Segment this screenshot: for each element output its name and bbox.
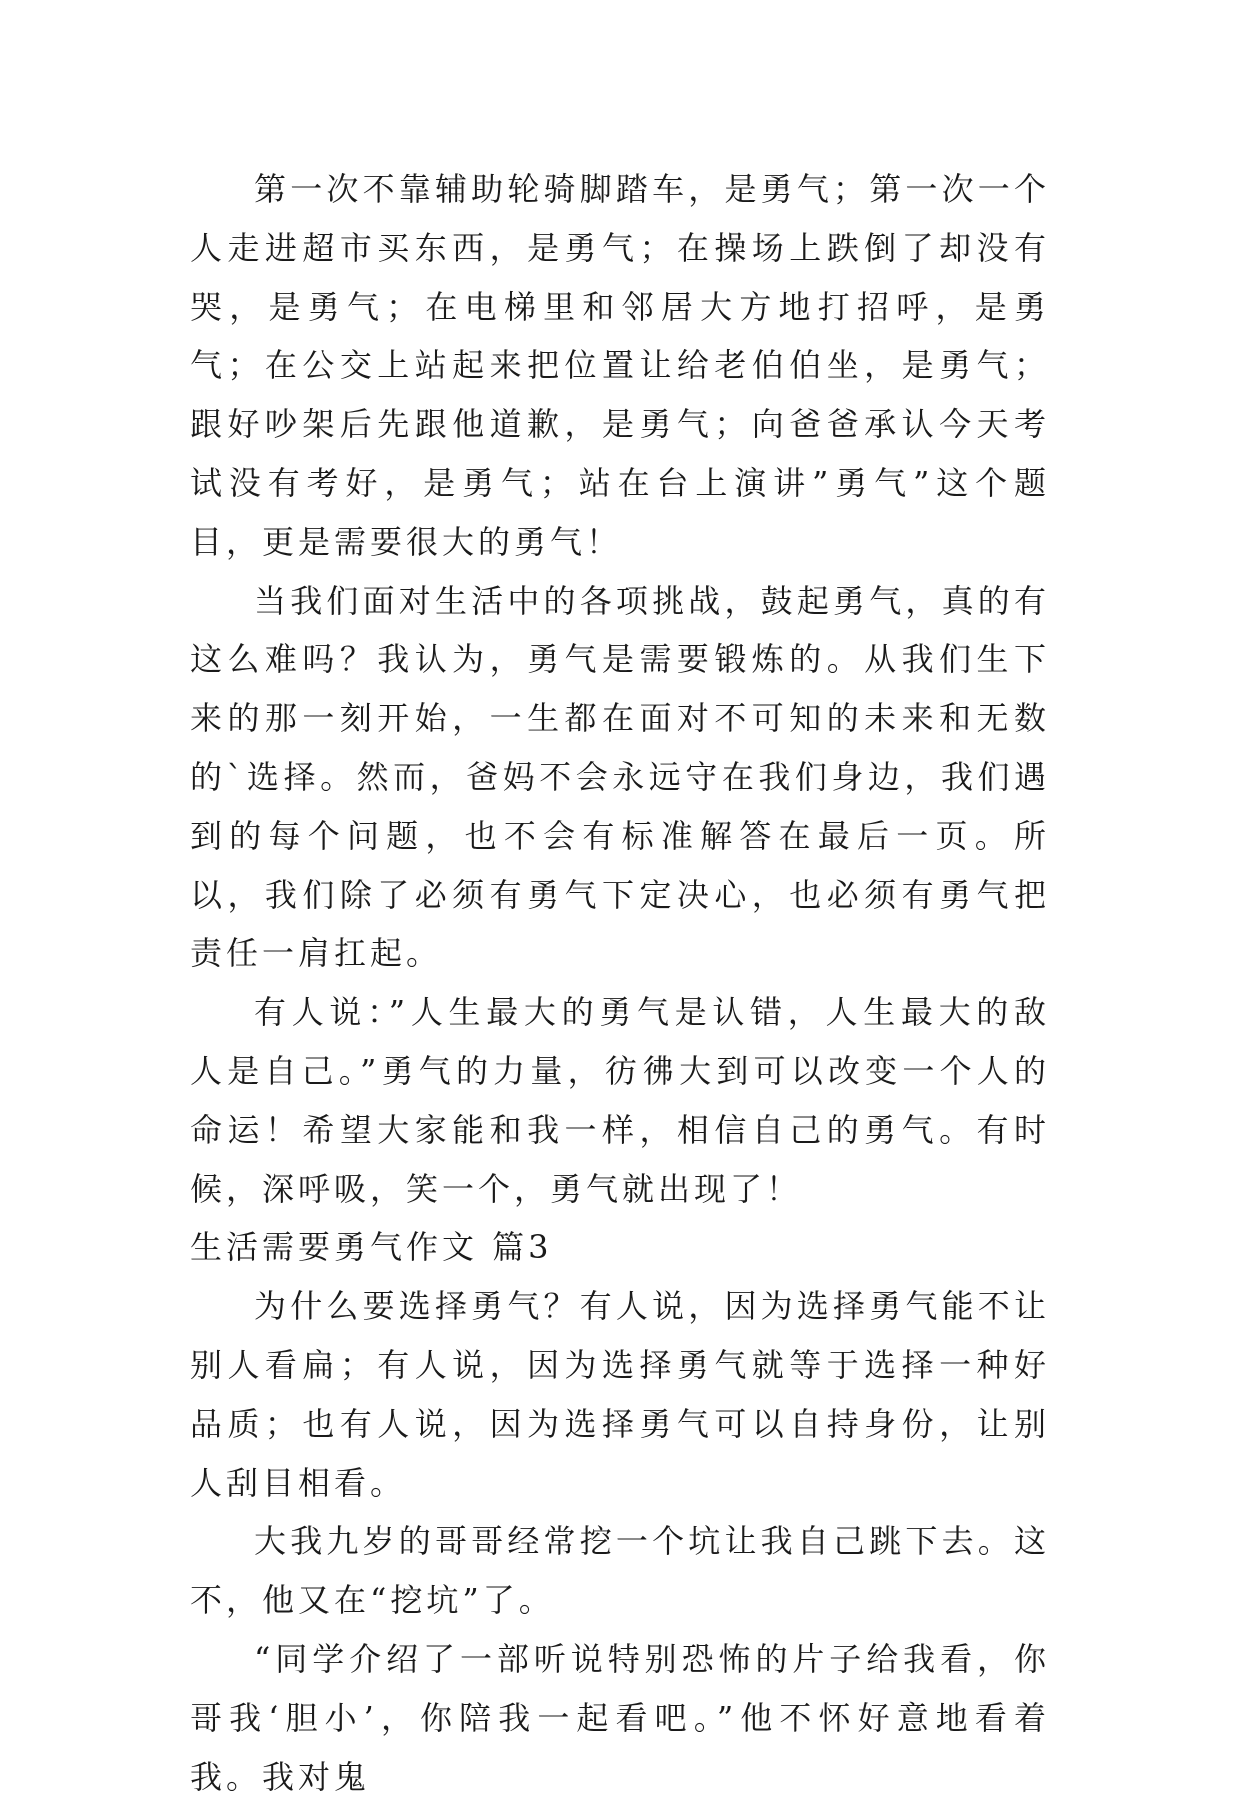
paragraph-brother: 大我九岁的哥哥经常挖一个坑让我自己跳下去。这不，他又在“挖坑”了。 <box>190 1522 1050 1620</box>
document-page <box>190 160 1050 1806</box>
paragraph-why-courage: 为什么要选择勇气？有人说，因为选择勇气能不让别人看扁；有人说，因为选择勇气就等于选择一种好品质；也有人说，因为选择勇气可以自持身份，让别人刮目相看。 <box>190 1287 1050 1502</box>
paragraph-movie: “同学介绍了一部听说特别恐怖的片子给我看，你哥我‘胆小’，你陪我一起看吧。”他不怀好意地看着我。我对鬼 <box>190 1639 1050 1796</box>
paragraph-courage-firsts: 第一次不靠辅助轮骑脚踏车，是勇气；第一次一个人走进超市买东西，是勇气；在操场上跌倒了却没有哭，是勇气；在电梯里和邻居大方地打招呼，是勇气；在公交上站起来把位置让给老伯伯坐，是勇气；跟好吵架后先跟他道歉，是勇气；向爸爸承认今天考试没有考好，是勇气；站在台上演讲”勇气”这个题目，更是需要很大的勇气！ <box>190 170 1050 561</box>
paragraph-courage-quote: 有人说：”人生最大的勇气是认错，人生最大的敌人是自己。”勇气的力量，彷彿大到可以改变一个人的命运！希望大家能和我一样，相信自己的勇气。有时候，深呼吸，笑一个，勇气就出现了！ <box>190 993 1050 1208</box>
paragraph-courage-practice: 当我们面对生活中的各项挑战，鼓起勇气，真的有这么难吗？我认为，勇气是需要锻炼的。从我们生下来的那一刻开始，一生都在面对不可知的未来和无数的`选择。然而，爸妈不会永远守在我们身边，我们遇到的每个问题，也不会有标准解答在最后一页。所以，我们除了必须有勇气下定决心，也必须有勇气把责任一肩扛起。 <box>190 581 1050 973</box>
section-heading: 生活需要勇气作文 篇3 <box>190 1228 553 1267</box>
